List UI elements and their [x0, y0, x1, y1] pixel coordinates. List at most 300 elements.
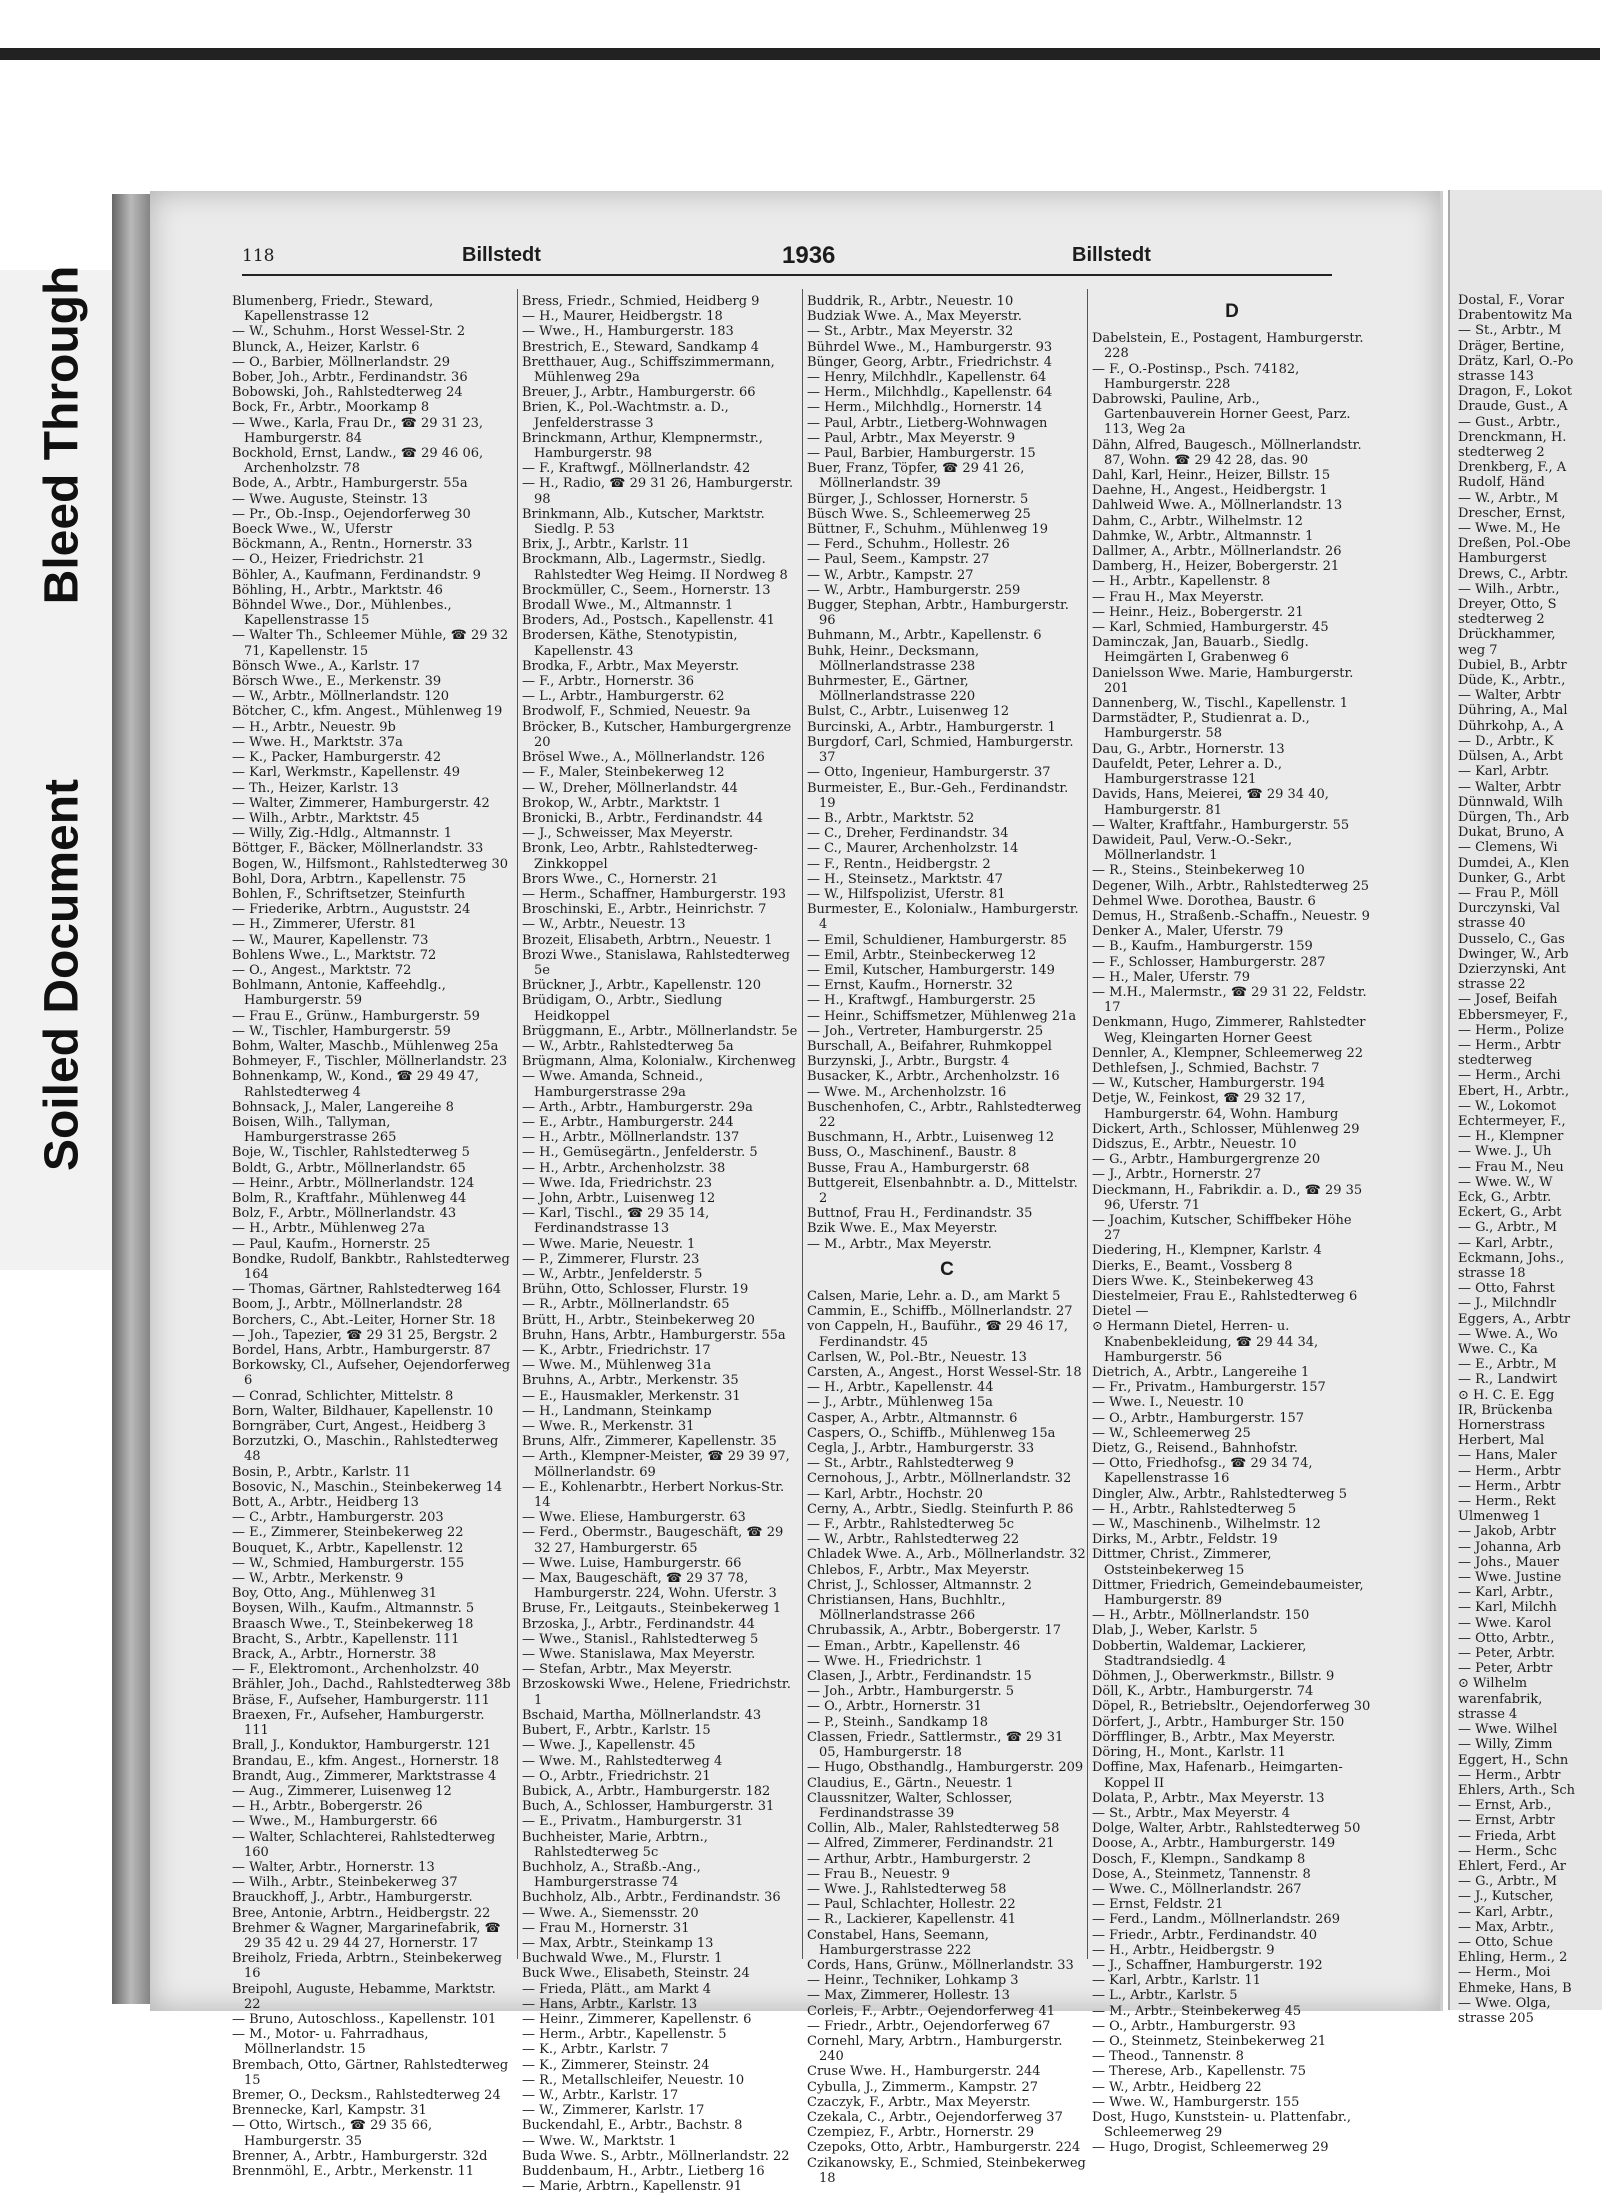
directory-entry: Carsten, A., Angest., Horst Wessel-Str. 18 [807, 1365, 1082, 1381]
adjacent-page-entry: Drescher, Ernst, [1458, 505, 1566, 521]
directory-entry: — H., Gemüsegärtn., Jenfelderstr. 5 [522, 1145, 758, 1161]
directory-entry: — E., Arbtr., Hamburgerstr. 244 [522, 1114, 734, 1130]
directory-entry: — Eman., Arbtr., Kapellenstr. 46 [807, 1638, 1021, 1654]
directory-entry: — H., Arbtr., Heidbergstr. 9 [1092, 1942, 1275, 1958]
adjacent-page-entry: strasse 4 [1458, 1706, 1518, 1722]
directory-entry: Breipohl, Auguste, Hebamme, Marktstr. 22 [232, 1981, 496, 2012]
directory-entry: Burzynski, J., Arbtr., Burgstr. 4 [807, 1054, 1010, 1070]
directory-entry: Brennmöhl, E., Arbtr., Merkenstr. 11 [232, 2163, 475, 2179]
adjacent-page-entry: — Wwe. J., Uh [1458, 1144, 1552, 1160]
directory-entry: — R., Lackierer, Kapellenstr. 41 [807, 1912, 1017, 1928]
directory-entry: Czekala, C., Arbtr., Oejendorferweg 37 [807, 2109, 1063, 2125]
directory-entry: — Paul, Seem., Kampstr. 27 [807, 552, 990, 568]
directory-entry: Bohnenkamp, W., Kond., ☎ 29 49 47, Rahlstedterweg 4 [232, 1069, 479, 1100]
directory-entry: Dabrowski, Pauline, Arb., Gartenbauverein Horner Geest, Parz. 113, Weg 2a [1092, 392, 1351, 438]
adjacent-page-entry: strasse 40 [1458, 916, 1526, 932]
directory-entry: — H., Zimmerer, Uferstr. 81 [232, 917, 417, 933]
directory-entry: Bordel, Hans, Arbtr., Hamburgerstr. 87 [232, 1343, 491, 1359]
directory-entry: Broschinski, E., Arbtr., Heinrichstr. 7 [522, 902, 767, 918]
directory-entry: Brzoskowski Wwe., Helene, Friedrichstr. 1 [522, 1677, 791, 1708]
directory-entry: — M., Motor- u. Fahrradhaus, Möllnerlandstr. 15 [232, 2027, 429, 2058]
directory-entry: — St., Arbtr., Max Meyerstr. 32 [807, 324, 1014, 340]
directory-entry: — K., Arbtr., Karlstr. 7 [522, 2042, 669, 2058]
directory-entry: Christ, J., Schlosser, Altmannstr. 2 [807, 1577, 1032, 1593]
adjacent-page-entry: Echtermeyer, F., [1458, 1113, 1566, 1129]
adjacent-page-entry: Drätz, Karl, O.-Po [1458, 353, 1574, 369]
directory-entry: — John, Arbtr., Luisenweg 12 [522, 1190, 716, 1206]
directory-entry: Brühn, Otto, Schlosser, Flurstr. 19 [522, 1282, 749, 1298]
directory-entry: Classen, Friedr., Sattlermstr., ☎ 29 31 05, Hamburgerstr. 18 [807, 1729, 1064, 1761]
directory-entry: — W., Dreher, Möllnerlandstr. 44 [522, 780, 738, 796]
directory-entry: Buddrik, R., Arbtr., Neuestr. 10 [807, 294, 1014, 309]
directory-entry: Bobowski, Joh., Rahlstedterweg 24 [232, 385, 463, 401]
directory-entry: Buttgereit, Elsenbahnbtr. a. D., Mittelstr. 2 [807, 1175, 1078, 1206]
directory-entry: Brütt, H., Arbtr., Steinbekerweg 20 [522, 1312, 755, 1328]
directory-entry: Busacker, K., Arbtr., Archenholzstr. 16 [807, 1069, 1060, 1085]
directory-entry: — Frieda, Plätt., am Markt 4 [522, 1981, 712, 1997]
adjacent-page-entry: Dürgen, Th., Arb [1458, 809, 1570, 825]
directory-entry: Brandt, Aug., Zimmerer, Marktstrasse 4 [232, 1768, 497, 1784]
directory-entry: Czepoks, Otto, Arbtr., Hamburgerstr. 224 [807, 2140, 1081, 2156]
directory-entry: Brinkmann, Alb., Kutscher, Marktstr. Siedlg. P. 53 [522, 506, 765, 538]
directory-entry: — Wwe. J., Kapellenstr. 45 [522, 1738, 696, 1754]
directory-entry: — Frau E., Grünw., Hamburgerstr. 59 [232, 1008, 480, 1024]
directory-entry: — Herm., Arbtr., Kapellenstr. 5 [522, 2027, 727, 2043]
directory-entry: — Herm., Milchhdlg., Kapellenstr. 64 [807, 385, 1053, 401]
adjacent-page-entry: — Frau P., Möll [1458, 885, 1559, 901]
directory-entry: — Otto, Ingenieur, Hamburgerstr. 37 [807, 765, 1051, 781]
directory-entry: Dahm, C., Arbtr., Wilhelmstr. 12 [1092, 513, 1303, 529]
adjacent-page-entry: strasse 18 [1458, 1266, 1526, 1281]
directory-entry: Breiholz, Frieda, Arbtrn., Steinbekerweg 16 [232, 1951, 502, 1982]
directory-entry: — E., Zimmerer, Steinbekerweg 22 [232, 1525, 464, 1541]
directory-entry: — W., Schuhm., Horst Wessel-Str. 2 [232, 324, 466, 340]
directory-entry: Braexen, Fr., Aufseher, Hamburgerstr. 111 [232, 1707, 485, 1739]
adjacent-page-entry: strasse 205 [1458, 2010, 1534, 2026]
directory-entry: Boisen, Wilh., Tallyman, Hamburgerstrasse 265 [232, 1114, 397, 1146]
directory-entry: — Willy, Zig.-Hdlg., Altmannstr. 1 [232, 826, 453, 842]
directory-entry: Döpel, R., Betriebsltr., Oejendorferweg 30 [1092, 1699, 1371, 1715]
directory-entry: — Wwe. R., Merkenstr. 31 [522, 1419, 695, 1435]
directory-entry: — W., Arbtr., Karlstr. 17 [522, 2087, 679, 2103]
directory-entry: Broders, Ad., Postsch., Kapellenstr. 41 [522, 613, 775, 629]
directory-entry: Dobbertin, Waldemar, Lackierer, Stadtrandsiedlg. 4 [1092, 1638, 1307, 1669]
directory-entry: — Wwe. W., Marktstr. 1 [522, 2133, 677, 2149]
directory-entry: — Heinr., Schiffsmetzer, Mühlenweg 21a [807, 1008, 1077, 1024]
adjacent-page-entry: Drews, C., Arbtr. [1458, 566, 1569, 582]
scan-top-bar [0, 48, 1600, 60]
directory-entry: Daehne, H., Angest., Heidbergstr. 1 [1092, 483, 1328, 499]
directory-entry: — Wwe. M., Mühlenweg 31a [522, 1358, 712, 1374]
directory-entry: Dose, A., Steinmetz, Tannenstr. 8 [1092, 1866, 1311, 1882]
directory-entry: — C., Arbtr., Hamburgerstr. 203 [232, 1510, 444, 1526]
directory-entry: Dietrich, A., Arbtr., Langereihe 1 [1092, 1365, 1310, 1381]
directory-entry: Bretthauer, Aug., Schiffszimmermann, Mühlenweg 29a [522, 354, 775, 386]
adjacent-page-entry: — Wwe. Wilhel [1458, 1722, 1558, 1738]
directory-entry: — Walter, Schlachterei, Rahlstedterweg 160 [232, 1829, 496, 1860]
directory-entry: — H., Arbtr., Rahlstedterweg 5 [1092, 1501, 1297, 1517]
adjacent-page-entry: — Herm., Schc [1458, 1843, 1557, 1859]
directory-entry: — Walter, Zimmerer, Hamburgerstr. 42 [232, 795, 490, 811]
directory-entry: Burmeister, E., Bur.-Geh., Ferdinandstr. 19 [807, 780, 1069, 811]
directory-entry: Buchheister, Marie, Arbtrn., Rahlstedterweg 5c [522, 1829, 708, 1860]
adjacent-page-entry: Ebert, H., Arbtr., [1458, 1083, 1570, 1099]
adjacent-page-entry: Dülsen, A., Arbt [1458, 749, 1563, 765]
adjacent-page-entry: — Karl, Arbtr., [1458, 1235, 1554, 1251]
directory-entry: — Paul, Arbtr., Max Meyerstr. 9 [807, 430, 1016, 446]
directory-entry: — Friedr., Arbtr., Ferdinandstr. 40 [1092, 1927, 1318, 1943]
directory-entry: — Heinr., Techniker, Lohkamp 3 [807, 1973, 1019, 1989]
directory-entry: Doffine, Max, Hafenarb., Heimgarten-Koppel II [1092, 1760, 1343, 1791]
directory-entry: Czaczyk, F., Arbtr., Max Meyerstr. [807, 2094, 1031, 2110]
directory-entry: — F., Arbtr., Rahlstedterweg 5c [807, 1517, 1015, 1533]
adjacent-page-entry: ⊙ H. C. E. Egg [1458, 1387, 1555, 1403]
directory-entry: — H., Arbtr., Kapellenstr. 8 [1092, 574, 1271, 590]
directory-entry: Borchers, C., Abt.-Leiter, Horner Str. 18 [232, 1312, 496, 1328]
directory-entry: Brüggmann, E., Arbtr., Möllnerlandstr. 5e [522, 1023, 798, 1039]
directory-entry: — C., Dreher, Ferdinandstr. 34 [807, 826, 1009, 842]
directory-entry: Dost, Hugo, Kunststein- u. Plattenfabr., Schleemerweg 29 [1092, 2109, 1351, 2141]
adjacent-page-entry: Drenckmann, H. [1458, 429, 1567, 445]
header-year: 1936 [782, 242, 836, 269]
directory-entry: Bohl, Dora, Arbtrn., Kapellenstr. 75 [232, 871, 467, 887]
directory-entry: Christiansen, Hans, Buchhltr., Möllnerlandstrasse 266 [807, 1593, 1006, 1624]
adjacent-page-entry: — Herm., Arbtr [1458, 1463, 1561, 1479]
adjacent-page-entry: Eckmann, Johs., [1458, 1250, 1565, 1266]
directory-entry: Bünger, Georg, Arbtr., Friedrichstr. 4 [807, 354, 1053, 370]
adjacent-page-entry: — Ernst, Arb., [1458, 1798, 1552, 1814]
adjacent-page-entry: warenfabrik, [1458, 1691, 1543, 1707]
adjacent-page-entry: — St., Arbtr., M [1458, 323, 1562, 339]
directory-entry: Dallmer, A., Arbtr., Möllnerlandstr. 26 [1092, 544, 1342, 560]
directory-entry: — Friedr., Arbtr., Oejendorferweg 67 [807, 2018, 1051, 2034]
directory-entry: Collin, Alb., Maler, Rahlstedterweg 58 [807, 1821, 1060, 1837]
adjacent-page-entry: — Karl, Milchh [1458, 1600, 1557, 1616]
directory-column-1 [232, 294, 512, 2179]
directory-entry: Claussnitzer, Walter, Schlosser, Ferdinandstrasse 39 [807, 1790, 1013, 1821]
directory-entry: Buch, A., Schlosser, Hamburgerstr. 31 [522, 1799, 775, 1815]
directory-entry: Boy, Otto, Ang., Mühlenweg 31 [232, 1586, 438, 1602]
directory-entry: Dolata, P., Arbtr., Max Meyerstr. 13 [1092, 1790, 1325, 1806]
directory-entry: Bober, Joh., Arbtr., Ferdinandstr. 36 [232, 370, 468, 386]
directory-page [150, 191, 1443, 2194]
directory-entry: Bode, A., Arbtr., Hamburgerstr. 55a [232, 476, 468, 492]
directory-entry: — L., Arbtr., Karlstr. 5 [1092, 1988, 1238, 2004]
directory-entry: Cammin, E., Schiffb., Möllnerlandstr. 27 [807, 1304, 1073, 1320]
directory-entry: — Wwe., Stanisl., Rahlstedterweg 5 [522, 1631, 759, 1647]
directory-entry: — W., Tischler, Hamburgerstr. 59 [232, 1023, 451, 1039]
directory-entry: ⊙ Hermann Dietel, Herren- u. Knabenbekleidung, ☎ 29 44 34, Hamburgerstr. 56 [1092, 1319, 1319, 1365]
directory-entry: — Wwe. Ida, Friedrichstr. 23 [522, 1175, 712, 1191]
directory-entry: Dietz, G., Reisend., Bahnhofstr. [1092, 1441, 1298, 1457]
adjacent-page-entry: Ehlers, Arth., Sch [1458, 1782, 1576, 1798]
directory-entry: Bouquet, K., Arbtr., Kapellenstr. 12 [232, 1540, 464, 1556]
directory-entry: — Wwe. Eliese, Hamburgerstr. 63 [522, 1510, 746, 1526]
directory-entry: Danielsson Wwe. Marie, Hamburgerstr. 201 [1092, 665, 1354, 696]
adjacent-page-entry: — Peter, Arbtr. [1458, 1646, 1556, 1662]
directory-entry: — R., Steins., Steinbekerweg 10 [1092, 863, 1305, 879]
adjacent-page-entry: — G., Arbtr., M [1458, 1874, 1558, 1890]
directory-entry: Didszus, E., Arbtr., Neuestr. 10 [1092, 1136, 1297, 1152]
directory-entry: Calsen, Marie, Lehr. a. D., am Markt 5 [807, 1289, 1061, 1304]
directory-entry: Cernohous, J., Arbtr., Möllnerlandstr. 32 [807, 1471, 1072, 1487]
page-header [242, 242, 1332, 276]
directory-entry: — H., Arbtr., Möllnerlandstr. 150 [1092, 1608, 1310, 1624]
directory-entry: Brügmann, Alma, Kolonialw., Kirchenweg [522, 1054, 796, 1070]
directory-entry: Brockmann, Alb., Lagermstr., Siedlg. Rahlstedter Weg Heimg. II Nordweg 8 [522, 552, 788, 583]
adjacent-page-entry: Hamburgerst [1458, 551, 1547, 567]
directory-entry: — L., Arbtr., Hamburgerstr. 62 [522, 689, 725, 705]
directory-entry: Dosch, F., Klempn., Sandkamp 8 [1092, 1851, 1306, 1867]
directory-entry: — Frau H., Max Meyerstr. [1092, 589, 1264, 605]
adjacent-page-entry: stedterweg 2 [1458, 612, 1545, 628]
directory-entry: Damberg, H., Heizer, Bobergerstr. 21 [1092, 559, 1340, 575]
directory-entry: — Paul, Barbier, Hamburgerstr. 15 [807, 446, 1036, 462]
directory-entry: — Friederike, Arbtrn., Auguststr. 24 [232, 902, 471, 918]
directory-entry: Bolz, F., Arbtr., Möllnerlandstr. 43 [232, 1206, 457, 1222]
directory-entry: Buhmann, M., Arbtr., Kapellenstr. 6 [807, 628, 1042, 644]
directory-entry: Boeck Wwe., W., Uferstr [232, 522, 393, 538]
directory-entry: Clasen, J., Arbtr., Ferdinandstr. 15 [807, 1669, 1032, 1685]
directory-entry: Brockmüller, C., Seem., Hornerstr. 13 [522, 582, 771, 598]
directory-entry: Bock, Fr., Arbtr., Moorkamp 8 [232, 400, 430, 416]
directory-entry: Bzik Wwe. E., Max Meyerstr. [807, 1221, 998, 1237]
directory-entry: — E., Kohlenarbtr., Herbert Norkus-Str. 14 [522, 1479, 785, 1511]
adjacent-page-entry: — Wwe. Karol [1458, 1615, 1552, 1631]
directory-entry: — F., Elektromont., Archenholzstr. 40 [232, 1662, 480, 1678]
directory-entry: — H., Arbtr., Archenholzstr. 38 [522, 1160, 726, 1176]
directory-entry: Demus, H., Straßenb.-Schaffn., Neuestr. 9 [1092, 908, 1370, 924]
adjacent-page-entry: — Herm., Arbtr [1458, 1767, 1561, 1783]
directory-entry: Bubert, F., Arbtr., Karlstr. 15 [522, 1723, 711, 1739]
directory-entry: Buhk, Heinr., Decksmann, Möllnerlandstrasse 238 [807, 643, 980, 674]
adjacent-page-entry: strasse 22 [1458, 977, 1526, 993]
quality-banner: Bleed Through Soiled Document [0, 270, 126, 1270]
adjacent-page-entry: — Herm., Archi [1458, 1068, 1561, 1084]
directory-entry: Buhrmester, E., Gärtner, Möllnerlandstrasse 220 [807, 674, 976, 705]
directory-entry: — Heinr., Zimmerer, Kapellenstr. 6 [522, 2011, 752, 2027]
adjacent-page-entry: Dreyer, Otto, S [1458, 597, 1557, 613]
directory-entry: — H., Arbtr., Kapellenstr. 44 [807, 1380, 994, 1396]
directory-entry: — Wwe. H., Marktstr. 37a [232, 734, 403, 750]
adjacent-page-entry: — Josef, Beifah [1458, 992, 1558, 1008]
directory-entry: — W., Arbtr., Heidberg 22 [1092, 2079, 1262, 2095]
directory-entry: Bötcher, C., kfm. Angest., Mühlenweg 19 [232, 704, 503, 720]
directory-entry: Dingler, Alw., Arbtr., Rahlstedterweg 5 [1092, 1486, 1347, 1502]
directory-entry: — F., Schlosser, Hamburgerstr. 287 [1092, 954, 1326, 970]
directory-entry: — W., Maurer, Kapellenstr. 73 [232, 932, 429, 948]
adjacent-page-entry: — Wwe. Justine [1458, 1570, 1562, 1586]
directory-entry: Borkowsky, Cl., Aufseher, Oejendorferweg 6 [232, 1358, 511, 1389]
adjacent-page-entry: Dostal, F., Vorar [1458, 293, 1564, 308]
adjacent-page-entry: — Wilh., Arbtr., [1458, 581, 1560, 597]
directory-entry: Buckendahl, E., Arbtr., Bachstr. 8 [522, 2118, 743, 2134]
directory-entry: Boldt, G., Arbtr., Möllnerlandstr. 65 [232, 1160, 466, 1176]
directory-entry: Büttner, F., Schuhm., Mühlenweg 19 [807, 522, 1049, 538]
directory-entry: Böckmann, A., Rentn., Hornerstr. 33 [232, 537, 473, 553]
adjacent-page-entry: Herbert, Mal [1458, 1433, 1545, 1449]
adjacent-page-entry: — Karl, Arbtr., [1458, 1904, 1554, 1920]
directory-entry: Bott, A., Arbtr., Heidberg 13 [232, 1495, 419, 1511]
directory-entry: — F., Arbtr., Hornerstr. 36 [522, 674, 695, 690]
directory-entry: Brack, A., Arbtr., Hornerstr. 38 [232, 1647, 437, 1663]
adjacent-page-entry: Dühring, A., Mal [1458, 703, 1568, 719]
adjacent-page-entry: — Ernst, Arbtr [1458, 1813, 1555, 1829]
directory-entry: — O., Arbtr., Hamburgerstr. 157 [1092, 1410, 1305, 1426]
directory-entry: Bracht, S., Arbtr., Kapellenstr. 111 [232, 1631, 460, 1647]
directory-entry: Brestrich, E., Steward, Sandkamp 4 [522, 339, 760, 355]
adjacent-page-entry: — W., Arbtr., M [1458, 490, 1559, 506]
directory-entry: Dehmel Wwe. Dorothea, Baustr. 6 [1092, 893, 1316, 909]
directory-entry: Detje, W., Feinkost, ☎ 29 32 17, Hamburgerstr. 64, Wohn. Hamburg [1092, 1091, 1339, 1122]
directory-entry: Chladek Wwe. A., Arb., Möllnerlandstr. 32 [807, 1547, 1086, 1563]
adjacent-page-entry: — Walter, Arbtr [1458, 688, 1561, 704]
directory-entry: Bönsch Wwe., A., Karlstr. 17 [232, 658, 420, 674]
directory-entry: Budziak Wwe. A., Max Meyerstr. [807, 309, 1022, 325]
adjacent-page-entry: Drenkberg, F., A [1458, 460, 1567, 476]
directory-entry: Döhmen, J., Oberwerkmstr., Billstr. 9 [1092, 1669, 1335, 1685]
page-number: 118 [242, 246, 275, 266]
directory-entry: Dörfflinger, B., Arbtr., Max Meyerstr. [1092, 1729, 1336, 1745]
directory-entry: Brodka, F., Arbtr., Max Meyerstr. [522, 658, 740, 674]
directory-entry: — Wilh., Arbtr., Marktstr. 45 [232, 810, 420, 826]
directory-entry: Bronicki, B., Arbtr., Ferdinandstr. 44 [522, 810, 763, 826]
directory-entry: — Paul, Schlachter, Hollestr. 22 [807, 1897, 1016, 1913]
adjacent-page-entry: — Karl, Arbtr., [1458, 1585, 1554, 1601]
directory-entry: — Otto, Wirtsch., ☎ 29 35 66, Hamburgerstr. 35 [232, 2118, 433, 2149]
directory-entry: — K., Zimmerer, Steinstr. 24 [522, 2057, 710, 2073]
directory-entry: Döll, K., Arbtr., Hamburgerstr. 74 [1092, 1684, 1314, 1700]
adjacent-page-entry: — Johanna, Arb [1458, 1539, 1561, 1555]
directory-entry: — H., Steinsetz., Marktstr. 47 [807, 871, 1003, 887]
directory-entry: Cybulla, J., Zimmerm., Kampstr. 27 [807, 2079, 1038, 2095]
directory-entry: Buck Wwe., Elisabeth, Steinstr. 24 [522, 1966, 750, 1982]
directory-entry: Davids, Hans, Meierei, ☎ 29 34 40, Hamburgerstr. 81 [1092, 787, 1329, 818]
directory-entry: Dahmke, W., Arbtr., Altmannstr. 1 [1092, 528, 1314, 544]
adjacent-page-entry: — Otto, Schue [1458, 1934, 1553, 1950]
directory-entry: Buchholz, Alb., Arbtr., Ferdinandstr. 36 [522, 1890, 781, 1906]
directory-entry: — J., Arbtr., Mühlenweg 15a [807, 1395, 993, 1411]
directory-entry: Borzutzki, O., Maschin., Rahlstedterweg 48 [232, 1434, 499, 1465]
directory-entry: — H., Kraftwgf., Hamburgerstr. 25 [807, 993, 1036, 1009]
adjacent-page-entry: — Herm., Moi [1458, 1965, 1551, 1981]
directory-entry: — Otto, Friedhofsg., ☎ 29 34 74, Kapellenstrasse 16 [1092, 1456, 1313, 1487]
directory-entry: Denkmann, Hugo, Zimmerer, Rahlstedter Weg, Kleingarten Horner Geest [1092, 1015, 1366, 1046]
directory-entry: — J., Schweisser, Max Meyerstr. [522, 826, 733, 842]
directory-entry: — Ernst, Feldstr. 21 [1092, 1897, 1224, 1913]
adjacent-page-entry: — Otto, Arbtr., [1458, 1630, 1555, 1646]
directory-entry: — W., Schleemerweg 25 [1092, 1425, 1251, 1441]
directory-entry: Burmester, E., Kolonialw., Hamburgerstr. 4 [807, 902, 1079, 933]
adjacent-page-entry: Dumdei, A., Klen [1458, 855, 1570, 871]
directory-entry: — Arth., Arbtr., Hamburgerstr. 29a [522, 1099, 753, 1115]
directory-entry: — Wwe. Marie, Neuestr. 1 [522, 1236, 696, 1252]
directory-entry: — Herm., Milchhdlg., Hornerstr. 14 [807, 400, 1043, 416]
directory-entry: Darmstädter, P., Studienrat a. D., Hamburgerstr. 58 [1092, 711, 1310, 742]
directory-entry: — W., Arbtr., Möllnerlandstr. 120 [232, 689, 450, 705]
directory-entry: Breuer, J., Arbtr., Hamburgerstr. 66 [522, 385, 756, 401]
directory-entry: Bräse, F., Aufseher, Hamburgerstr. 111 [232, 1692, 490, 1708]
directory-entry: — Wwe. M., Archenholzstr. 16 [807, 1084, 1007, 1100]
adjacent-page-column [1458, 293, 1598, 2026]
directory-entry: Börsch Wwe., E., Merkenstr. 39 [232, 674, 442, 690]
directory-entry: — Ferd., Landm., Möllnerlandstr. 269 [1092, 1912, 1340, 1928]
directory-entry: Dähn, Alfred, Baugesch., Möllnerlandstr. 87, Wohn. ☎ 29 42 28, das. 90 [1092, 437, 1362, 468]
directory-entry: Bree, Antonie, Arbtrn., Heidbergstr. 22 [232, 1905, 491, 1921]
adjacent-page-entry: Dragon, F., Lokot [1458, 384, 1572, 400]
adjacent-page-entry: — Wwe. Olga, [1458, 1995, 1551, 2011]
adjacent-page-entry: Ehling, Herm., 2 [1458, 1950, 1568, 1966]
adjacent-page-entry: — G., Arbtr., M [1458, 1220, 1558, 1236]
directory-entry: — Ernst, Kaufm., Hornerstr. 32 [807, 978, 1013, 994]
adjacent-page-entry: Dukat, Bruno, A [1458, 825, 1564, 841]
header-left-title: Billstedt [462, 244, 541, 266]
directory-entry: — P., Steinh., Sandkamp 18 [807, 1714, 989, 1730]
adjacent-page-entry: — Herm., Rekt [1458, 1494, 1556, 1510]
directory-entry: Bohlens Wwe., L., Marktstr. 72 [232, 947, 437, 963]
directory-entry: Bugger, Stephan, Arbtr., Hamburgerstr. 96 [807, 598, 1069, 629]
directory-entry: Dirks, M., Arbtr., Feldstr. 19 [1092, 1532, 1278, 1548]
directory-entry: Brösel Wwe., A., Möllnerlandstr. 126 [522, 750, 765, 766]
directory-entry: Bosovic, N., Maschin., Steinbekerweg 14 [232, 1479, 503, 1495]
adjacent-page-entry: Ehmeke, Hans, B [1458, 1980, 1572, 1996]
directory-entry: — W., Arbtr., Neuestr. 13 [522, 917, 686, 933]
adjacent-page-entry: — D., Arbtr., K [1458, 733, 1554, 749]
directory-entry: Dawideit, Paul, Verw.-O.-Sekr., Möllnerlandstr. 1 [1092, 832, 1292, 864]
directory-entry: Burschall, A., Beifahrer, Ruhmkoppel [807, 1038, 1052, 1054]
directory-entry: Dittmer, Friedrich, Gemeindebaumeister, Hamburgerstr. 89 [1092, 1577, 1364, 1609]
directory-entry: — B., Kaufm., Hamburgerstr. 159 [1092, 939, 1313, 955]
directory-entry: — P., Zimmerer, Flurstr. 23 [522, 1251, 700, 1267]
directory-entry: — H., Landmann, Steinkamp [522, 1403, 712, 1419]
directory-entry: — Wilh., Arbtr., Steinbekerweg 37 [232, 1875, 458, 1891]
directory-entry: — St., Arbtr., Max Meyerstr. 4 [1092, 1805, 1290, 1821]
directory-entry: Corleis, F., Arbtr., Oejendorferweg 41 [807, 2003, 1056, 2019]
directory-entry: Borngräber, Curt, Angest., Heidberg 3 [232, 1419, 486, 1435]
directory-entry: Dannenberg, W., Tischl., Kapellenstr. 1 [1092, 696, 1349, 712]
directory-column-4 [1092, 294, 1372, 2156]
directory-entry: Bockhold, Ernst, Landw., ☎ 29 46 06, Archenholzstr. 78 [232, 446, 484, 477]
directory-entry: Dieckmann, H., Fabrikdir. a. D., ☎ 29 35 96, Uferstr. 71 [1092, 1182, 1363, 1213]
directory-entry: Buschmann, H., Arbtr., Luisenweg 12 [807, 1130, 1055, 1146]
directory-entry: Bruhns, A., Arbtr., Merkenstr. 35 [522, 1373, 739, 1389]
directory-entry: Blunck, A., Heizer, Karlstr. 6 [232, 339, 420, 355]
directory-entry: Bruse, Fr., Leitgauts., Steinbekerweg 1 [522, 1601, 782, 1617]
adjacent-page-entry: Drückhammer, [1458, 627, 1556, 643]
directory-entry: Dahl, Karl, Heinr., Heizer, Billstr. 15 [1092, 468, 1331, 484]
directory-entry: Döring, H., Mont., Karlstr. 11 [1092, 1745, 1286, 1761]
directory-entry: — Paul, Arbtr., Lietberg-Wohnwagen [807, 415, 1048, 431]
directory-entry: Brähler, Joh., Dachd., Rahlstedterweg 38b [232, 1677, 511, 1693]
directory-entry: — Max, Zimmerer, Hollestr. 13 [807, 1988, 1010, 2004]
directory-entry: Cerny, A., Arbtr., Siedlg. Steinfurth P. 86 [807, 1501, 1074, 1517]
directory-entry: — Joachim, Kutscher, Schiffbeker Höhe 27 [1092, 1212, 1352, 1244]
directory-entry: — O., Heizer, Friedrichstr. 21 [232, 552, 426, 568]
adjacent-page-entry: Dührkohp, A., A [1458, 718, 1564, 734]
adjacent-page-entry: Eckert, G., Arbt [1458, 1205, 1562, 1221]
directory-entry: — Heinr., Heiz., Bobergerstr. 21 [1092, 604, 1304, 620]
header-right-title: Billstedt [1072, 244, 1151, 266]
directory-entry: — Wwe. I., Neuestr. 10 [1092, 1395, 1244, 1411]
directory-entry: Carlsen, W., Pol.-Btr., Neuestr. 13 [807, 1349, 1027, 1365]
directory-entry: Dethlefsen, J., Schmied, Bachstr. 7 [1092, 1060, 1320, 1076]
directory-entry: Brandau, E., kfm. Angest., Hornerstr. 18 [232, 1753, 499, 1769]
directory-entry: — Hugo, Obsthandlg., Hamburgerstr. 209 [807, 1760, 1084, 1776]
directory-entry: Brall, J., Konduktor, Hamburgerstr. 121 [232, 1738, 492, 1754]
adjacent-page-entry: — J., Milchndlr [1458, 1296, 1557, 1312]
directory-entry: Brodersen, Käthe, Stenotypistin, Kapellenstr. 43 [522, 628, 738, 659]
directory-entry: — O., Angest., Marktstr. 72 [232, 962, 412, 978]
